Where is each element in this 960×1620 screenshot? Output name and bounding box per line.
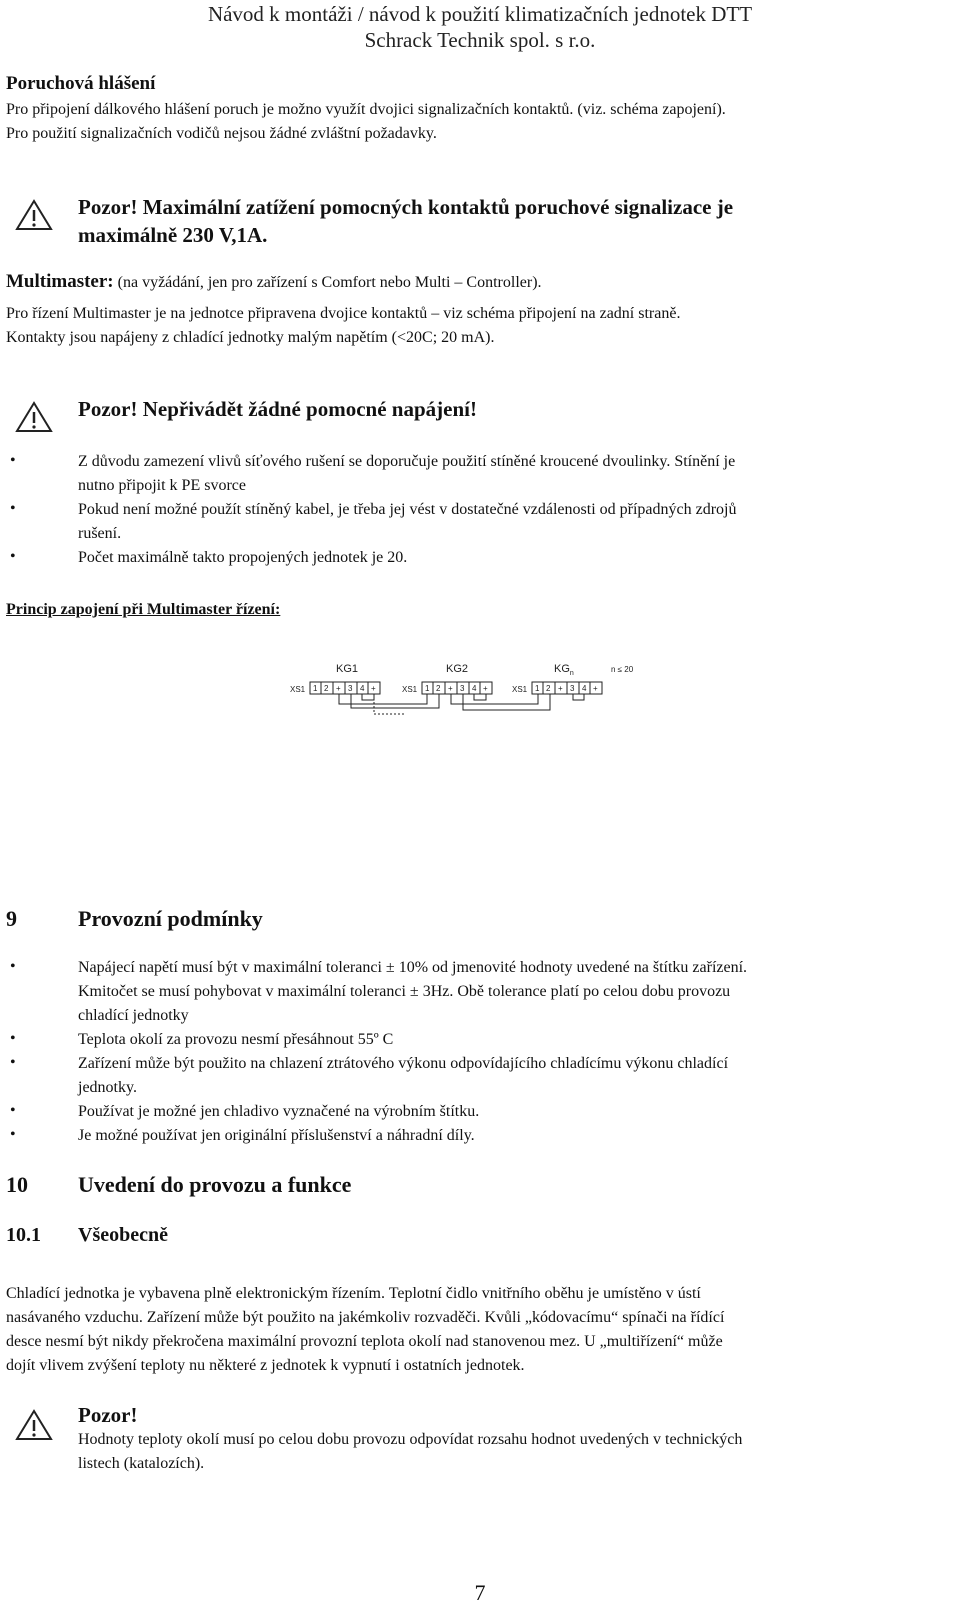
fault-text-1: Pro připojení dálkového hlášení poruch je možno využít dvojici signalizačních kontaktů. (viz. schéma zapojení). xyxy=(6,101,726,118)
svg-text:+: + xyxy=(371,684,376,693)
conditions-item-3-line-2: jednotky. xyxy=(78,1079,137,1096)
section-9-number: 9 xyxy=(6,906,17,931)
conditions-item-2: Teplota okolí za provozu nesmí přesáhnout 55º C xyxy=(78,1031,394,1048)
general-line-2: nasávaného vzduchu. Zařízení může být použito na jakémkoliv rozvaděči. Kvůli „kódovacímu“ spínači na řídící xyxy=(6,1309,725,1326)
wiring-diagram xyxy=(286,662,656,722)
section-10-1-number: 10.1 xyxy=(6,1224,41,1246)
bullet: • xyxy=(10,1030,16,1047)
warning-text-line-1: Hodnoty teploty okolí musí po celou dobu provozu odpovídat rozsahu hodnot uvedených v technických xyxy=(78,1431,743,1448)
warning-icon xyxy=(14,400,54,434)
bullet: • xyxy=(10,1126,16,1143)
svg-text:3: 3 xyxy=(348,684,353,693)
general-line-1: Chladící jednotka je vybavena plně elektronickým řízením. Teplotní čidlo vnitřního oběhu je umístěno v ústí xyxy=(6,1285,701,1302)
conditions-item-5: Je možné používat jen originální příslušenství a náhradní díly. xyxy=(78,1127,475,1144)
conditions-item-1-line-2: Kmitočet se musí pohybovat v maximální toleranci ± 3Hz. Obě tolerance platí po celou dobu provozu xyxy=(78,983,731,1000)
conditions-item-1-line-1: Napájecí napětí musí být v maximální toleranci ± 10% od jmenovité hodnoty uvedené na štítku zařízení. xyxy=(78,959,748,976)
warning-text-1: Pozor! Maximální zatížení pomocných kontaktů poruchové signalizace je xyxy=(78,195,734,219)
bullet: • xyxy=(10,1054,16,1071)
bullet-item-1-line-2: nutno připojit k PE svorce xyxy=(78,477,246,494)
general-line-4: dojít vlivem zvýšení teploty nu některé z jednotek k vypnutí i ostatních jednotek. xyxy=(6,1357,525,1374)
svg-text:2: 2 xyxy=(324,684,329,693)
bullet-item-3: Počet maximálně takto propojených jednotek je 20. xyxy=(78,549,408,566)
bullet-item-2-line-1: Pokud není možné použít stíněný kabel, je třeba jej vést v dostatečné vzdálenosti od případných zdrojů xyxy=(78,501,737,518)
svg-text:3: 3 xyxy=(570,684,575,693)
page-number: 7 xyxy=(474,1580,486,1605)
svg-text:4: 4 xyxy=(360,684,365,693)
conditions-item-4: Používat je možné jen chladivo vyznačené na výrobním štítku. xyxy=(78,1103,480,1120)
conditions-item-3-line-1: Zařízení může být použito na chlazení ztrátového výkonu odpovídajícího chladícímu výkonu chladící xyxy=(78,1055,729,1072)
header-title: Návod k montáži / návod k použití klimatizačních jednotek DTT xyxy=(207,2,753,26)
principle-heading xyxy=(6,598,280,622)
multimaster-line-2: Pro řízení Multimaster je na jednotce připravena dvojice kontaktů – viz schéma připojení na zadní straně. xyxy=(6,305,681,322)
svg-text:+: + xyxy=(483,684,488,693)
bullet-item-1-line-1: Z důvodu zamezení vlivů síťového rušení se doporučuje použití stíněné kroucené dvoulinky. Stínění je xyxy=(78,453,736,470)
section-10-number: 10 xyxy=(6,1172,28,1197)
bullet-item-2-line-2: rušení. xyxy=(78,525,122,542)
bullet: • xyxy=(10,1102,16,1119)
svg-text:+: + xyxy=(448,684,453,693)
xs1-label: XS1 xyxy=(512,685,528,694)
svg-text:4: 4 xyxy=(582,684,587,693)
bullet: • xyxy=(10,500,16,517)
multimaster-note: (na vyžádání, jen pro zařízení s Comfort nebo Multi – Controller). xyxy=(117,274,542,291)
warning-icon xyxy=(14,1408,54,1442)
principle-heading-text: Princip zapojení při Multimaster řízení: xyxy=(6,601,281,618)
fault-title: Poruchová hlášení xyxy=(6,73,156,94)
conditions-item-1-line-3: chladící jednotky xyxy=(78,1007,189,1024)
warning-title: Pozor! xyxy=(78,1403,138,1427)
multimaster-label: Multimaster: xyxy=(6,271,114,292)
warning-no-power-text: Pozor! Nepřivádět žádné pomocné napájení! xyxy=(78,397,477,421)
multimaster-line-3: Kontakty jsou napájeny z chladící jednotky malým napětím (<20C; 20 mA). xyxy=(6,329,495,346)
svg-text:2: 2 xyxy=(546,684,551,693)
kg2-label: KG2 xyxy=(446,663,469,675)
kgn-label: $KG_n$ xyxy=(554,663,574,677)
warning-text-line-2: listech (katalozích). xyxy=(78,1455,205,1472)
warning-icon xyxy=(14,198,54,232)
multimaster-line-1 xyxy=(6,270,542,295)
xs1-label: XS1 xyxy=(290,685,306,694)
bullet: • xyxy=(10,548,16,565)
header-company: Schrack Technik spol. s r.o. xyxy=(364,28,596,52)
svg-text:4: 4 xyxy=(472,684,477,693)
fault-text-2: Pro použití signalizačních vodičů nejsou žádné zvláštní požadavky. xyxy=(6,125,437,142)
svg-text:+: + xyxy=(336,684,341,693)
svg-text:+: + xyxy=(558,684,563,693)
warning-text-2: maximálně 230 V,1A. xyxy=(78,223,268,247)
svg-text:1: 1 xyxy=(313,684,318,693)
svg-text:1: 1 xyxy=(535,684,540,693)
svg-text:1: 1 xyxy=(425,684,430,693)
section-9-title: Provozní podmínky xyxy=(78,906,263,931)
section-10-title: Uvedení do provozu a funkce xyxy=(78,1172,352,1197)
svg-text:2: 2 xyxy=(436,684,441,693)
kg1-label: KG1 xyxy=(336,663,359,675)
bullet: • xyxy=(10,452,16,469)
svg-text:3: 3 xyxy=(460,684,465,693)
svg-text:+: + xyxy=(593,684,598,693)
bullet: • xyxy=(10,958,16,975)
general-line-3: desce nesmí být nikdy překročena maximální provozní teplota okolí nad stanovenou mez. U „multiřízení“ může xyxy=(6,1333,723,1350)
section-10-1-title: Všeobecně xyxy=(78,1224,168,1246)
n-limit-label: n ≤ 20 xyxy=(611,665,634,674)
xs1-label: XS1 xyxy=(402,685,418,694)
